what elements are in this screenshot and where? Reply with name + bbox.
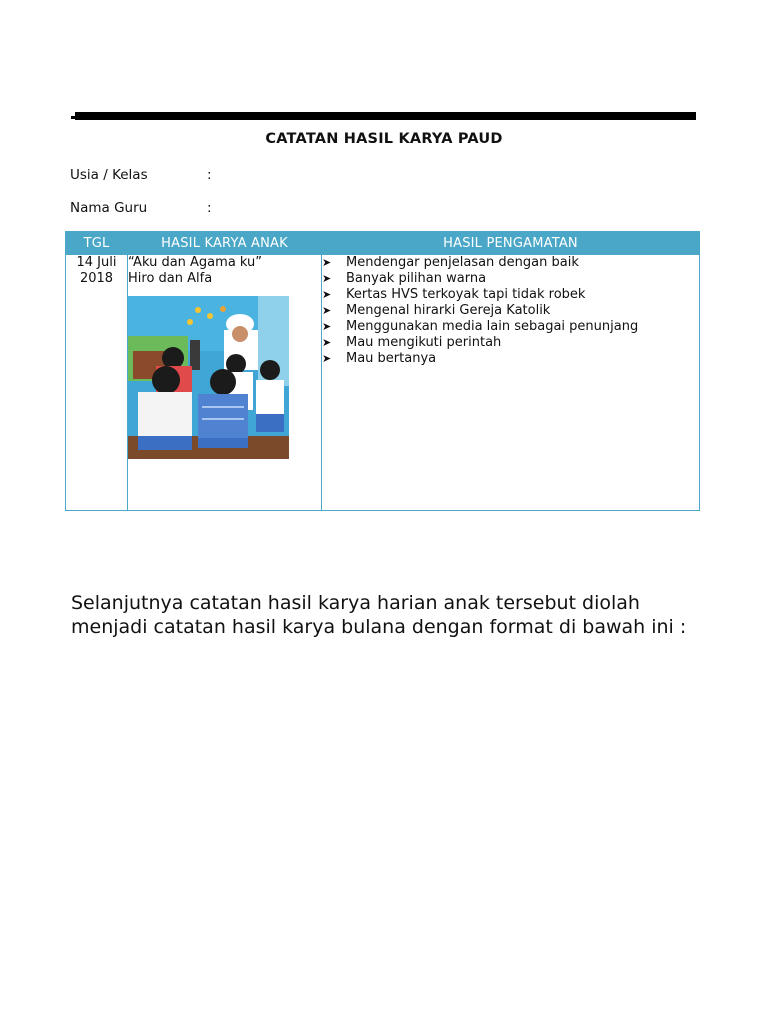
observation-text: Mau mengikuti perintah — [346, 335, 502, 350]
arrow-bullet-icon: ➤ — [322, 256, 332, 269]
closing-paragraph: Selanjutnya catatan hasil karya harian anak tersebut diolah menjadi catatan hasil karya bulana dengan format di bawah ini : — [71, 592, 687, 638]
header-hasil-pengamatan: HASIL PENGAMATAN — [322, 232, 700, 255]
list-item — [322, 287, 699, 303]
arrow-bullet-icon: ➤ — [322, 336, 332, 349]
observation-text: Mengenal hirarki Gereja Katolik — [346, 303, 551, 318]
list-item — [322, 255, 699, 271]
document-title: CATATAN HASIL KARYA PAUD — [265, 131, 503, 147]
arrow-bullet-icon: ➤ — [322, 320, 332, 333]
observation-text: Banyak pilihan warna — [346, 271, 487, 286]
date-day-month: 14 Juli — [76, 255, 117, 270]
header-hasil-karya-anak: HASIL KARYA ANAK — [128, 232, 322, 255]
table-header-row — [66, 232, 700, 255]
observation-text: Kertas HVS terkoyak tapi tidak robek — [346, 287, 586, 302]
date-year: 2018 — [79, 271, 114, 286]
classroom-photo — [128, 296, 289, 459]
field-label-usia-kelas: Usia / Kelas — [70, 167, 148, 183]
top-rule-tick — [71, 116, 77, 119]
arrow-bullet-icon: ➤ — [322, 352, 332, 365]
header-tgl: TGL — [66, 232, 128, 255]
top-rule — [75, 112, 696, 120]
observation-table — [65, 231, 700, 511]
arrow-bullet-icon: ➤ — [322, 272, 332, 285]
observations-list — [322, 255, 699, 367]
field-colon-nama-guru: : — [207, 200, 212, 216]
list-item — [322, 319, 699, 335]
observation-text: Mau bertanya — [346, 351, 437, 366]
list-item — [322, 351, 699, 367]
list-item — [322, 303, 699, 319]
field-label-nama-guru: Nama Guru — [70, 200, 148, 216]
observation-text: Mendengar penjelasan dengan baik — [346, 255, 579, 270]
date-cell — [66, 255, 128, 511]
list-item — [322, 271, 699, 287]
table-row — [66, 255, 700, 511]
classroom-photo-image — [128, 296, 289, 459]
field-colon-usia-kelas: : — [207, 167, 212, 183]
list-item — [322, 335, 699, 351]
observations-cell — [322, 255, 700, 511]
arrow-bullet-icon: ➤ — [322, 304, 332, 317]
work-names: Hiro dan Alfa — [128, 271, 213, 286]
arrow-bullet-icon: ➤ — [322, 288, 332, 301]
observation-text: Menggunakan media lain sebagai penunjang — [346, 319, 639, 334]
work-title: “Aku dan Agama ku” — [128, 255, 263, 270]
work-cell — [128, 255, 322, 511]
